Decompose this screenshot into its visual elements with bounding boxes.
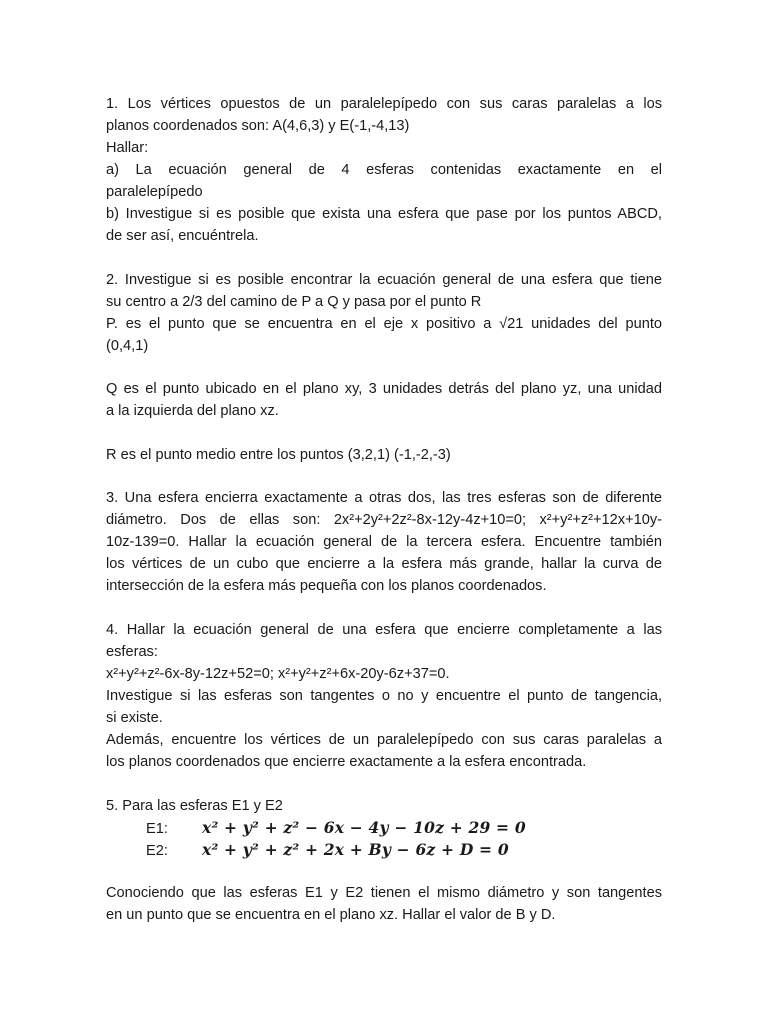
problem-2-line-2: su centro a 2/3 del camino de P a Q y pasa por el punto R (106, 293, 482, 310)
equation-e2-row (106, 839, 662, 861)
problem-4-line-4: Investigue si las esferas son tangentes o no y encuentre el punto de tangencia, (106, 687, 662, 704)
equation-e1-label: E1: (146, 820, 168, 837)
equation-e2-label: E2: (146, 842, 168, 859)
problem-1 (106, 93, 662, 247)
problem-4-line-5: si existe. (106, 709, 163, 726)
problem-2-line-6: a la izquierda del plano xz. (106, 403, 279, 420)
spacer (106, 247, 662, 269)
spacer (106, 773, 662, 795)
problem-5-line-2: Conociendo que las esferas E1 y E2 tienen el mismo diámetro y son tangentes (106, 885, 662, 902)
problem-2-line-5: Q es el punto ubicado en el plano xy, 3 unidades detrás del plano yz, una unidad (106, 381, 662, 398)
problem-2 (106, 269, 662, 466)
spacer (106, 861, 662, 883)
problem-1-line-4: a) La ecuación general de 4 esferas contenidas exactamente en el (106, 162, 662, 178)
problem-4-line-3: x²+y²+z²-6x-8y-12z+52=0; x²+y²+z²+6x-20y-6z+37=0. (106, 665, 450, 682)
problem-1-line-1: 1. Los vértices opuestos de un paralelepípedo con sus caras paralelas a los (106, 96, 662, 112)
problem-3-line-1: 3. Una esfera encierra exactamente a otras dos, las tres esferas son de diferente (106, 490, 662, 507)
problem-3-line-3: 10z-139=0. Hallar la ecuación general de la tercera esfera. Encuentre también (106, 534, 662, 551)
problem-3-line-5: intersección de la esfera más pequeña con los planos coordenados. (106, 578, 547, 595)
spacer (106, 422, 662, 444)
problem-5-line-1: 5. Para las esferas E1 y E2 (106, 797, 283, 814)
equation-e1: x² + y² + z² − 6x − 4y − 10z + 29 = 0 (202, 817, 526, 837)
problem-2-line-7: R es el punto medio entre los puntos (3,2,1) (-1,-2,-3) (106, 446, 451, 463)
problem-1-line-7: de ser así, encuéntrela. (106, 228, 259, 244)
problem-4 (106, 619, 662, 773)
problem-2-line-1: 2. Investigue si es posible encontrar la ecuación general de una esfera que tiene (106, 271, 662, 288)
problem-5-line-3: en un punto que se encuentra en el plano xz. Hallar el valor de B y D. (106, 907, 556, 924)
problem-2-line-4: (0,4,1) (106, 337, 149, 354)
equation-e2: x² + y² + z² + 2x + By − 6z + D = 0 (202, 839, 509, 859)
document-page (106, 93, 662, 926)
problem-3 (106, 487, 662, 597)
problem-4-line-1: 4. Hallar la ecuación general de una esfera que encierre completamente a las (106, 621, 662, 638)
problem-4-line-7: los planos coordenados que encierre exactamente a la esfera encontrada. (106, 753, 587, 770)
problem-3-line-2: diámetro. Dos de ellas son: 2x²+2y²+2z²-8x-12y-4z+10=0; x²+y²+z²+12x+10y- (106, 512, 662, 529)
problem-5 (106, 795, 662, 927)
problem-1-line-5: paralelepípedo (106, 184, 203, 200)
problem-4-line-6: Además, encuentre los vértices de un paralelepípedo con sus caras paralelas a (106, 731, 662, 748)
spacer (106, 466, 662, 488)
spacer (106, 597, 662, 619)
problem-4-line-2: esferas: (106, 643, 158, 660)
problem-1-line-6: b) Investigue si es posible que exista una esfera que pase por los puntos ABCD, (106, 206, 662, 222)
problem-2-line-3: P. es el punto que se encuentra en el eje x positivo a √21 unidades del punto (106, 315, 662, 332)
problem-3-line-4: los vértices de un cubo que encierre a la esfera más grande, hallar la curva de (106, 556, 662, 573)
equation-e1-row (106, 817, 662, 839)
spacer (106, 357, 662, 379)
problem-1-line-2: planos coordenados son: A(4,6,3) y E(-1,-4,13) (106, 118, 410, 134)
problem-1-line-3: Hallar: (106, 140, 149, 156)
